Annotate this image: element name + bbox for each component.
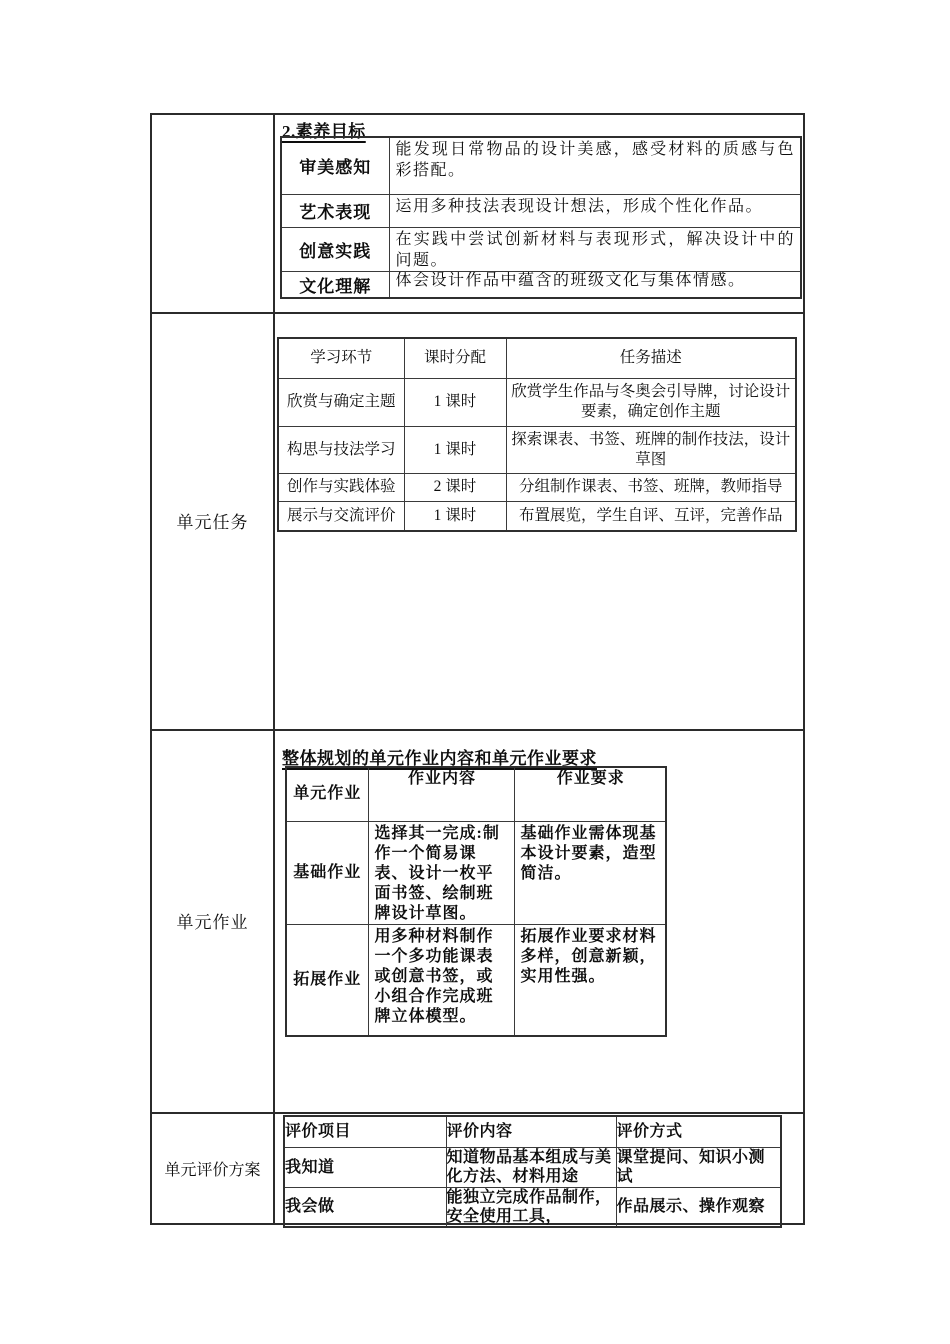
evaluation-header-row	[284, 1116, 781, 1147]
evaluation-method: 课堂提问、知识小测试	[616, 1147, 781, 1187]
objective-row	[281, 271, 801, 298]
homework-type: 基础作业	[286, 821, 368, 924]
homework-header-content: 作业内容	[368, 767, 514, 821]
objective-label: 创意实践	[281, 227, 389, 271]
task-desc: 分组制作课表、书签、班牌，教师指导	[506, 473, 796, 501]
evaluation-method: 作品展示、操作观察	[616, 1187, 781, 1227]
evaluation-table	[283, 1115, 782, 1228]
objectives-table	[280, 136, 802, 299]
task-row	[278, 501, 796, 531]
task-stage: 展示与交流评价	[278, 501, 404, 531]
evaluation-header-item: 评价项目	[284, 1116, 446, 1147]
tasks-header-row	[278, 338, 796, 378]
objective-row	[281, 137, 801, 194]
objective-text: 能发现日常物品的设计美感，感受材料的质感与色彩搭配。	[389, 137, 801, 194]
task-stage: 构思与技法学习	[278, 426, 404, 473]
evaluation-row	[284, 1187, 781, 1227]
task-row	[278, 378, 796, 426]
task-hours: 1 课时	[404, 501, 506, 531]
objective-row	[281, 227, 801, 271]
task-hours: 1 课时	[404, 378, 506, 426]
homework-header-requirement: 作业要求	[514, 767, 666, 821]
evaluation-item: 我知道	[284, 1147, 446, 1187]
homework-row	[286, 924, 666, 1036]
tasks-header-desc: 任务描述	[506, 338, 796, 378]
homework-row	[286, 821, 666, 924]
evaluation-header-method: 评价方式	[616, 1116, 781, 1147]
task-row	[278, 426, 796, 473]
homework-header-row	[286, 767, 666, 821]
evaluation-header-content: 评价内容	[446, 1116, 616, 1147]
evaluation-item: 我会做	[284, 1187, 446, 1227]
evaluation-content: 知道物品基本组成与美化方法、材料用途	[446, 1147, 616, 1187]
homework-content: 选择其一完成:制作一个简易课表、设计一枚平面书签、绘制班牌设计草图。	[368, 821, 514, 924]
homework-header-type: 单元作业	[286, 767, 368, 821]
homework-type: 拓展作业	[286, 924, 368, 1036]
objective-text: 体会设计作品中蕴含的班级文化与集体情感。	[389, 271, 801, 298]
unit-tasks-table	[277, 337, 797, 532]
task-desc: 欣赏学生作品与冬奥会引导牌，讨论设计要素，确定创作主题	[506, 378, 796, 426]
objective-row	[281, 194, 801, 227]
row-label-unit-tasks: 单元任务	[176, 513, 249, 532]
lesson-plan-table	[150, 113, 805, 1225]
homework-content: 用多种材料制作一个多功能课表或创意书签，或小组合作完成班牌立体模型。	[368, 924, 514, 1036]
objectives-heading: 2.素养目标	[282, 122, 366, 141]
task-hours: 1 课时	[404, 426, 506, 473]
homework-requirement: 基础作业需体现基本设计要素，造型简洁。	[514, 821, 666, 924]
task-stage: 创作与实践体验	[278, 473, 404, 501]
objective-label: 审美感知	[281, 137, 389, 194]
objective-text: 在实践中尝试创新材料与表现形式，解决设计中的问题。	[389, 227, 801, 271]
homework-heading: 整体规划的单元作业内容和单元作业要求	[282, 749, 597, 768]
objective-label: 艺术表现	[281, 194, 389, 227]
homework-requirement: 拓展作业要求材料多样，创意新颖，实用性强。	[514, 924, 666, 1036]
tasks-header-hours: 课时分配	[404, 338, 506, 378]
task-desc: 布置展览，学生自评、互评，完善作品	[506, 501, 796, 531]
task-row	[278, 473, 796, 501]
evaluation-content: 能独立完成作品制作，安全使用工具，	[446, 1187, 616, 1227]
label-column-divider	[273, 115, 275, 1223]
unit-homework-table	[285, 766, 667, 1037]
evaluation-row	[284, 1147, 781, 1187]
row-label-unit-evaluation: 单元评价方案	[164, 1162, 261, 1179]
row-label-unit-homework: 单元作业	[176, 913, 249, 932]
objective-label: 文化理解	[281, 271, 389, 298]
task-stage: 欣赏与确定主题	[278, 378, 404, 426]
task-desc: 探索课表、书签、班牌的制作技法，设计草图	[506, 426, 796, 473]
tasks-header-stage: 学习环节	[278, 338, 404, 378]
objective-text: 运用多种技法表现设计想法，形成个性化作品。	[389, 194, 801, 227]
task-hours: 2 课时	[404, 473, 506, 501]
